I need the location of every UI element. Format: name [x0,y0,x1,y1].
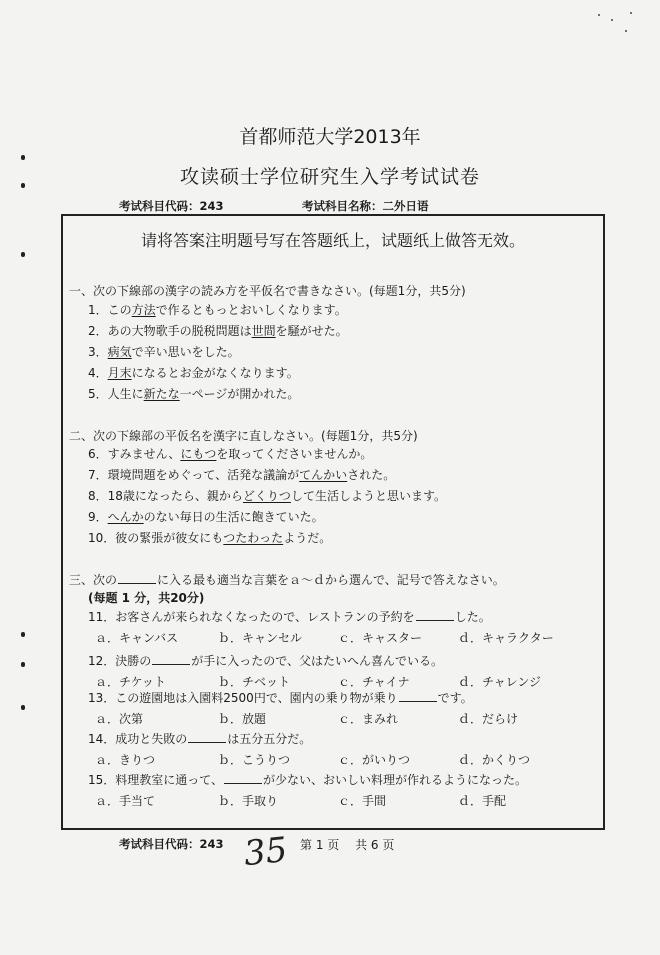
question-number: 6． [88,447,108,461]
underlined-word: 方法 [131,303,156,317]
answer-option: ｄ．チャレンジ [458,675,542,689]
answer-option: ｄ．だらけ [458,712,519,726]
question-text: を騒がせた。 [275,324,348,338]
question-number: 10． [88,531,116,545]
answer-notice: 请将答案注明题号写在答题纸上，试题纸上做答无效。 [140,231,525,250]
university-title: 首都师范大学2013年 [239,126,421,148]
answer-option: ｃ．がいりつ [338,753,411,767]
question-item [88,692,473,704]
question-item [88,367,299,379]
answer-option: ｂ．キャンセル [218,631,303,645]
question-text: で作るともっとおいしくなります。 [155,303,347,317]
answer-option: ｂ．手取り [218,794,279,808]
instruction-text: 一、次の下線部の漢字の読み方を平仮名で書きなさい。(每题1分，共5分) [69,284,466,298]
handwritten-number: 35 [242,829,290,875]
question-text: が手に入ったので、父はたいへん喜んでいる。 [191,654,444,668]
question-item [88,304,347,316]
answer-option: ａ．キャンバス [95,631,179,645]
answer-blank [118,574,156,584]
answer-option: ｃ．チャイナ [338,675,410,689]
question-text: した。 [454,610,491,624]
question-text: された。 [347,468,396,482]
question-number: 3． [88,345,108,359]
answer-blank [224,774,262,784]
question-item [88,733,311,745]
question-number: 9． [88,510,108,524]
answer-option: ａ．次第 [95,712,144,726]
answer-option: ｂ．放題 [218,712,267,726]
question-item [88,346,240,358]
question-text: 彼の緊張が彼女にも [115,531,224,545]
answer-blank [188,733,226,743]
question-text: 成功と失敗の [115,732,188,746]
question-number: 12． [88,654,116,668]
question-item [88,511,324,523]
question-text: あの大物歌手の脱税問題は [107,324,252,338]
underlined-word: 病気 [107,345,132,359]
question-text: 一ページが開かれた。 [179,387,300,401]
scan-speck [611,19,613,21]
binding-hole [21,662,25,667]
footer-subject-code: 考试科目代码：243 [119,837,224,851]
question-text: です。 [437,691,473,705]
question-number: 1． [88,303,108,317]
question-text: 料理教室に通って、 [115,773,224,787]
question-text: 決勝の [115,654,152,668]
answer-option: ａ．チケット [95,675,166,689]
question-text: お客さんが来られなくなったので、レストランの予約を [115,610,415,624]
binding-hole [21,183,25,188]
question-item [88,655,443,667]
question-number: 5． [88,387,108,401]
question-number: 13． [88,691,116,705]
binding-hole [21,705,25,710]
answer-option: ｃ．まみれ [338,712,399,726]
question-text: 人生に [107,387,144,401]
answer-option: ｂ．チベット [218,675,291,689]
question-item [88,469,395,481]
subject-code: 考试科目代码：243 [119,199,224,213]
answer-option: ｃ．手間 [338,794,387,808]
exam-title: 攻读硕士学位研究生入学考试试卷 [179,166,480,188]
underlined-word: 新たな [143,387,180,401]
answer-blank [399,692,437,702]
binding-hole [21,155,25,160]
points-text: (每题 1 分，共20分) [88,591,205,605]
question-text: は五分五分だ。 [227,732,312,746]
answer-option: ｄ．キャラクター [458,631,554,645]
question-number: 14． [88,732,116,746]
scan-speck [630,12,632,14]
answer-option: ｄ．手配 [458,794,507,808]
question-text: で辛い思いをした。 [131,345,240,359]
question-item [88,325,348,337]
page-number: 第 1 页 共 6 页 [300,838,395,852]
underlined-word: 世間 [251,324,276,338]
question-text: 18歳になったら、親から [107,489,243,503]
section3-points [88,592,204,604]
subject-name: 考试科目名称：二外日语 [302,199,429,213]
answer-option: ａ．手当て [95,794,156,808]
question-item [88,490,446,502]
question-text: が少ない、おいしい料理が作れるようになった。 [263,773,528,787]
section1-instruction [69,285,466,297]
question-text: を取ってくださいませんか。 [216,447,373,461]
answer-option: ｃ．キャスター [338,631,423,645]
question-number: 8． [88,489,108,503]
question-number: 11． [88,610,116,624]
question-text: すみません、 [107,447,181,461]
binding-hole [21,632,25,637]
question-text: になるとお金がなくなります。 [131,366,299,380]
answer-option: ａ．きりつ [95,753,156,767]
question-item [88,774,527,786]
question-text: この [107,303,132,317]
answer-option: ｂ．こうりつ [218,753,291,767]
question-text: 環境問題をめぐって、活発な議論が [107,468,300,482]
question-item [88,388,299,400]
question-item [88,532,331,544]
answer-blank [152,655,190,665]
instruction-text: に入る最も適当な言葉をａ～ｄから選んで、記号で答えなさい。 [157,573,505,587]
instruction-text: 二、次の下線部の平仮名を漢字に直しなさい。(每题1分，共5分) [69,429,418,443]
question-item [88,448,372,460]
underlined-word: 月末 [107,366,132,380]
underlined-word: へんか [107,510,144,524]
scan-speck [625,30,627,32]
underlined-word: どくりつ [242,489,291,503]
question-number: 4． [88,366,108,380]
question-number: 7． [88,468,108,482]
section2-instruction [69,430,418,442]
underlined-word: てんかい [299,468,348,482]
binding-hole [21,252,25,257]
underlined-word: にもつ [180,447,217,461]
question-text: して生活しようと思います。 [290,489,446,503]
question-text: ようだ。 [283,531,332,545]
question-number: 15． [88,773,116,787]
question-text: この遊園地は入園料2500円で、園内の乗り物が乗り [115,691,398,705]
question-item [88,611,491,623]
answer-blank [416,611,454,621]
answer-option: ｄ．かくりつ [458,753,531,767]
scan-speck [598,14,600,16]
instruction-text: 三、次の [69,573,118,587]
question-number: 2． [88,324,108,338]
section3-instruction [69,574,505,586]
question-text: のない毎日の生活に飽きていた。 [143,510,324,524]
underlined-word: つたわった [223,531,284,545]
